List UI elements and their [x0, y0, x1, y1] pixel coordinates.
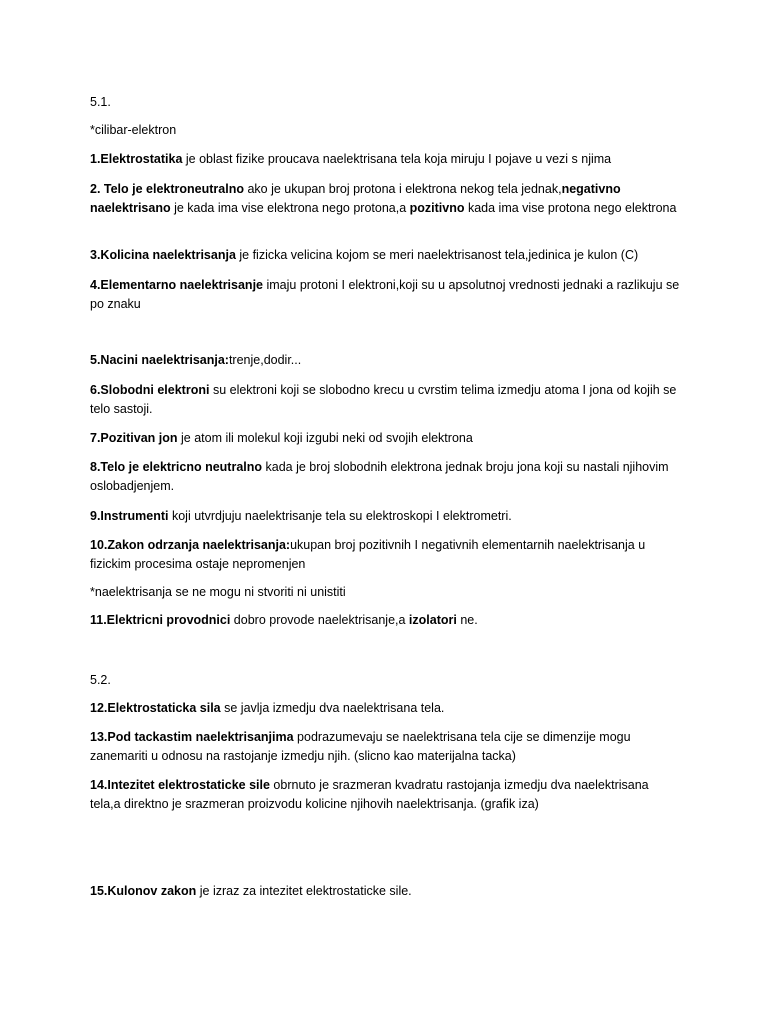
section-heading-5-2: 5.2. [90, 673, 111, 687]
item-15-text: je izraz za intezitet elektrostaticke sile. [196, 884, 412, 898]
item-1-text: je oblast fizike proucava naelektrisana tela koja miruju I pojave u vezi s njima [182, 152, 612, 166]
item-12-text: se javlja izmedju dva naelektrisana tela. [220, 701, 445, 715]
item-15 [90, 882, 680, 901]
item-13-term: 13.Pod tackastim naelektrisanjima [90, 730, 294, 744]
item-2-negativno-text: je kada ima vise elektrona nego protona,a [170, 201, 410, 215]
item-7-term: 7.Pozitivan jon [90, 431, 178, 445]
item-8-term: 8.Telo je elektricno neutralno [90, 460, 263, 474]
item-3-term: 3.Kolicina naelektrisanja [90, 248, 236, 262]
item-6-text: su elektroni koji se slobodno krecu u cvrstim telima izmedju atoma I jona od kojih se telo sastoji. [90, 383, 677, 416]
item-1-term: 1.Elektrostatika [90, 152, 183, 166]
item-2-negativno-term: negativno naelektrisano [90, 182, 621, 215]
item-11 [90, 611, 680, 630]
item-2-text: ako je ukupan broj protona i elektrona nekog tela jednak, [243, 182, 562, 196]
item-8-text: kada je broj slobodnih elektrona jednak broju jona koji su nastali njihovim oslobadjenjem. [90, 460, 669, 493]
item-9-term: 9.Instrumenti [90, 509, 169, 523]
item-13-text: podrazumevaju se naelektrisana tela cije se dimenzije mogu zanemariti u odnosu na rastojanje izmedju njih. (slicno kao materijalna tacka) [90, 730, 631, 763]
item-14-term: 14.Intezitet elektrostaticke sile [90, 778, 270, 792]
item-10-text: ukupan broj pozitivnih I negativnih elementarnih naelektrisanja u fizickim procesima ostaje nepromenjen [90, 538, 646, 571]
item-1 [90, 150, 680, 169]
item-11-izolatori-text: ne. [456, 613, 478, 627]
item-8 [90, 458, 680, 496]
section-heading-5-1: 5.1. [90, 95, 111, 109]
item-9 [90, 507, 680, 526]
item-5-text: trenje,dodir... [228, 353, 302, 367]
item-11-izolatori-term: izolatori [408, 613, 457, 627]
item-10-term: 10.Zakon odrzanja naelektrisanja: [90, 538, 291, 552]
item-10 [90, 536, 680, 574]
item-2 [90, 180, 680, 218]
item-6-term: 6.Slobodni elektroni [90, 383, 210, 397]
item-2-term: 2. Telo je elektroneutralno [90, 182, 244, 196]
note-naelektrisanja [90, 583, 680, 602]
item-11-text: dobro provode naelektrisanje,a [230, 613, 409, 627]
item-5-term: 5.Nacini naelektrisanja: [90, 353, 229, 367]
item-14 [90, 776, 680, 814]
item-2-pozitivno-text: kada ima vise protona nego elektrona [464, 201, 677, 215]
item-13 [90, 728, 680, 766]
item-2-pozitivno-term: pozitivno [409, 201, 465, 215]
note-cilibar: *cilibar-elektron [90, 123, 177, 137]
item-11-term: 11.Elektricni provodnici [90, 613, 231, 627]
item-15-term: 15.Kulonov zakon [90, 884, 197, 898]
item-4-text: imaju protoni I elektroni,koji su u apsolutnoj vrednosti jednaki a razlikuju se po znaku [90, 278, 680, 311]
item-3 [90, 246, 680, 265]
item-14-text: obrnuto je srazmeran kvadratu rastojanja izmedju dva naelektrisana tela,a direktno je srazmeran proizvodu kolicine njihovih naelektrisanja. (grafik iza) [90, 778, 649, 811]
note-naelektrisanja-text: *naelektrisanja se ne mogu ni stvoriti ni unistiti [90, 585, 346, 599]
item-3-text: je fizicka velicina kojom se meri naelektrisanost tela,jedinica je kulon (C) [235, 248, 639, 262]
item-12-term: 12.Elektrostaticka sila [90, 701, 221, 715]
item-4-term: 4.Elementarno naelektrisanje [90, 278, 263, 292]
item-9-text: koji utvrdjuju naelektrisanje tela su elektroskopi I elektrometri. [168, 509, 512, 523]
item-7-text: je atom ili molekul koji izgubi neki od svojih elektrona [177, 431, 473, 445]
item-6 [90, 381, 680, 419]
item-12 [90, 699, 680, 718]
item-4 [90, 276, 680, 314]
item-5 [90, 351, 680, 370]
item-7 [90, 429, 680, 448]
